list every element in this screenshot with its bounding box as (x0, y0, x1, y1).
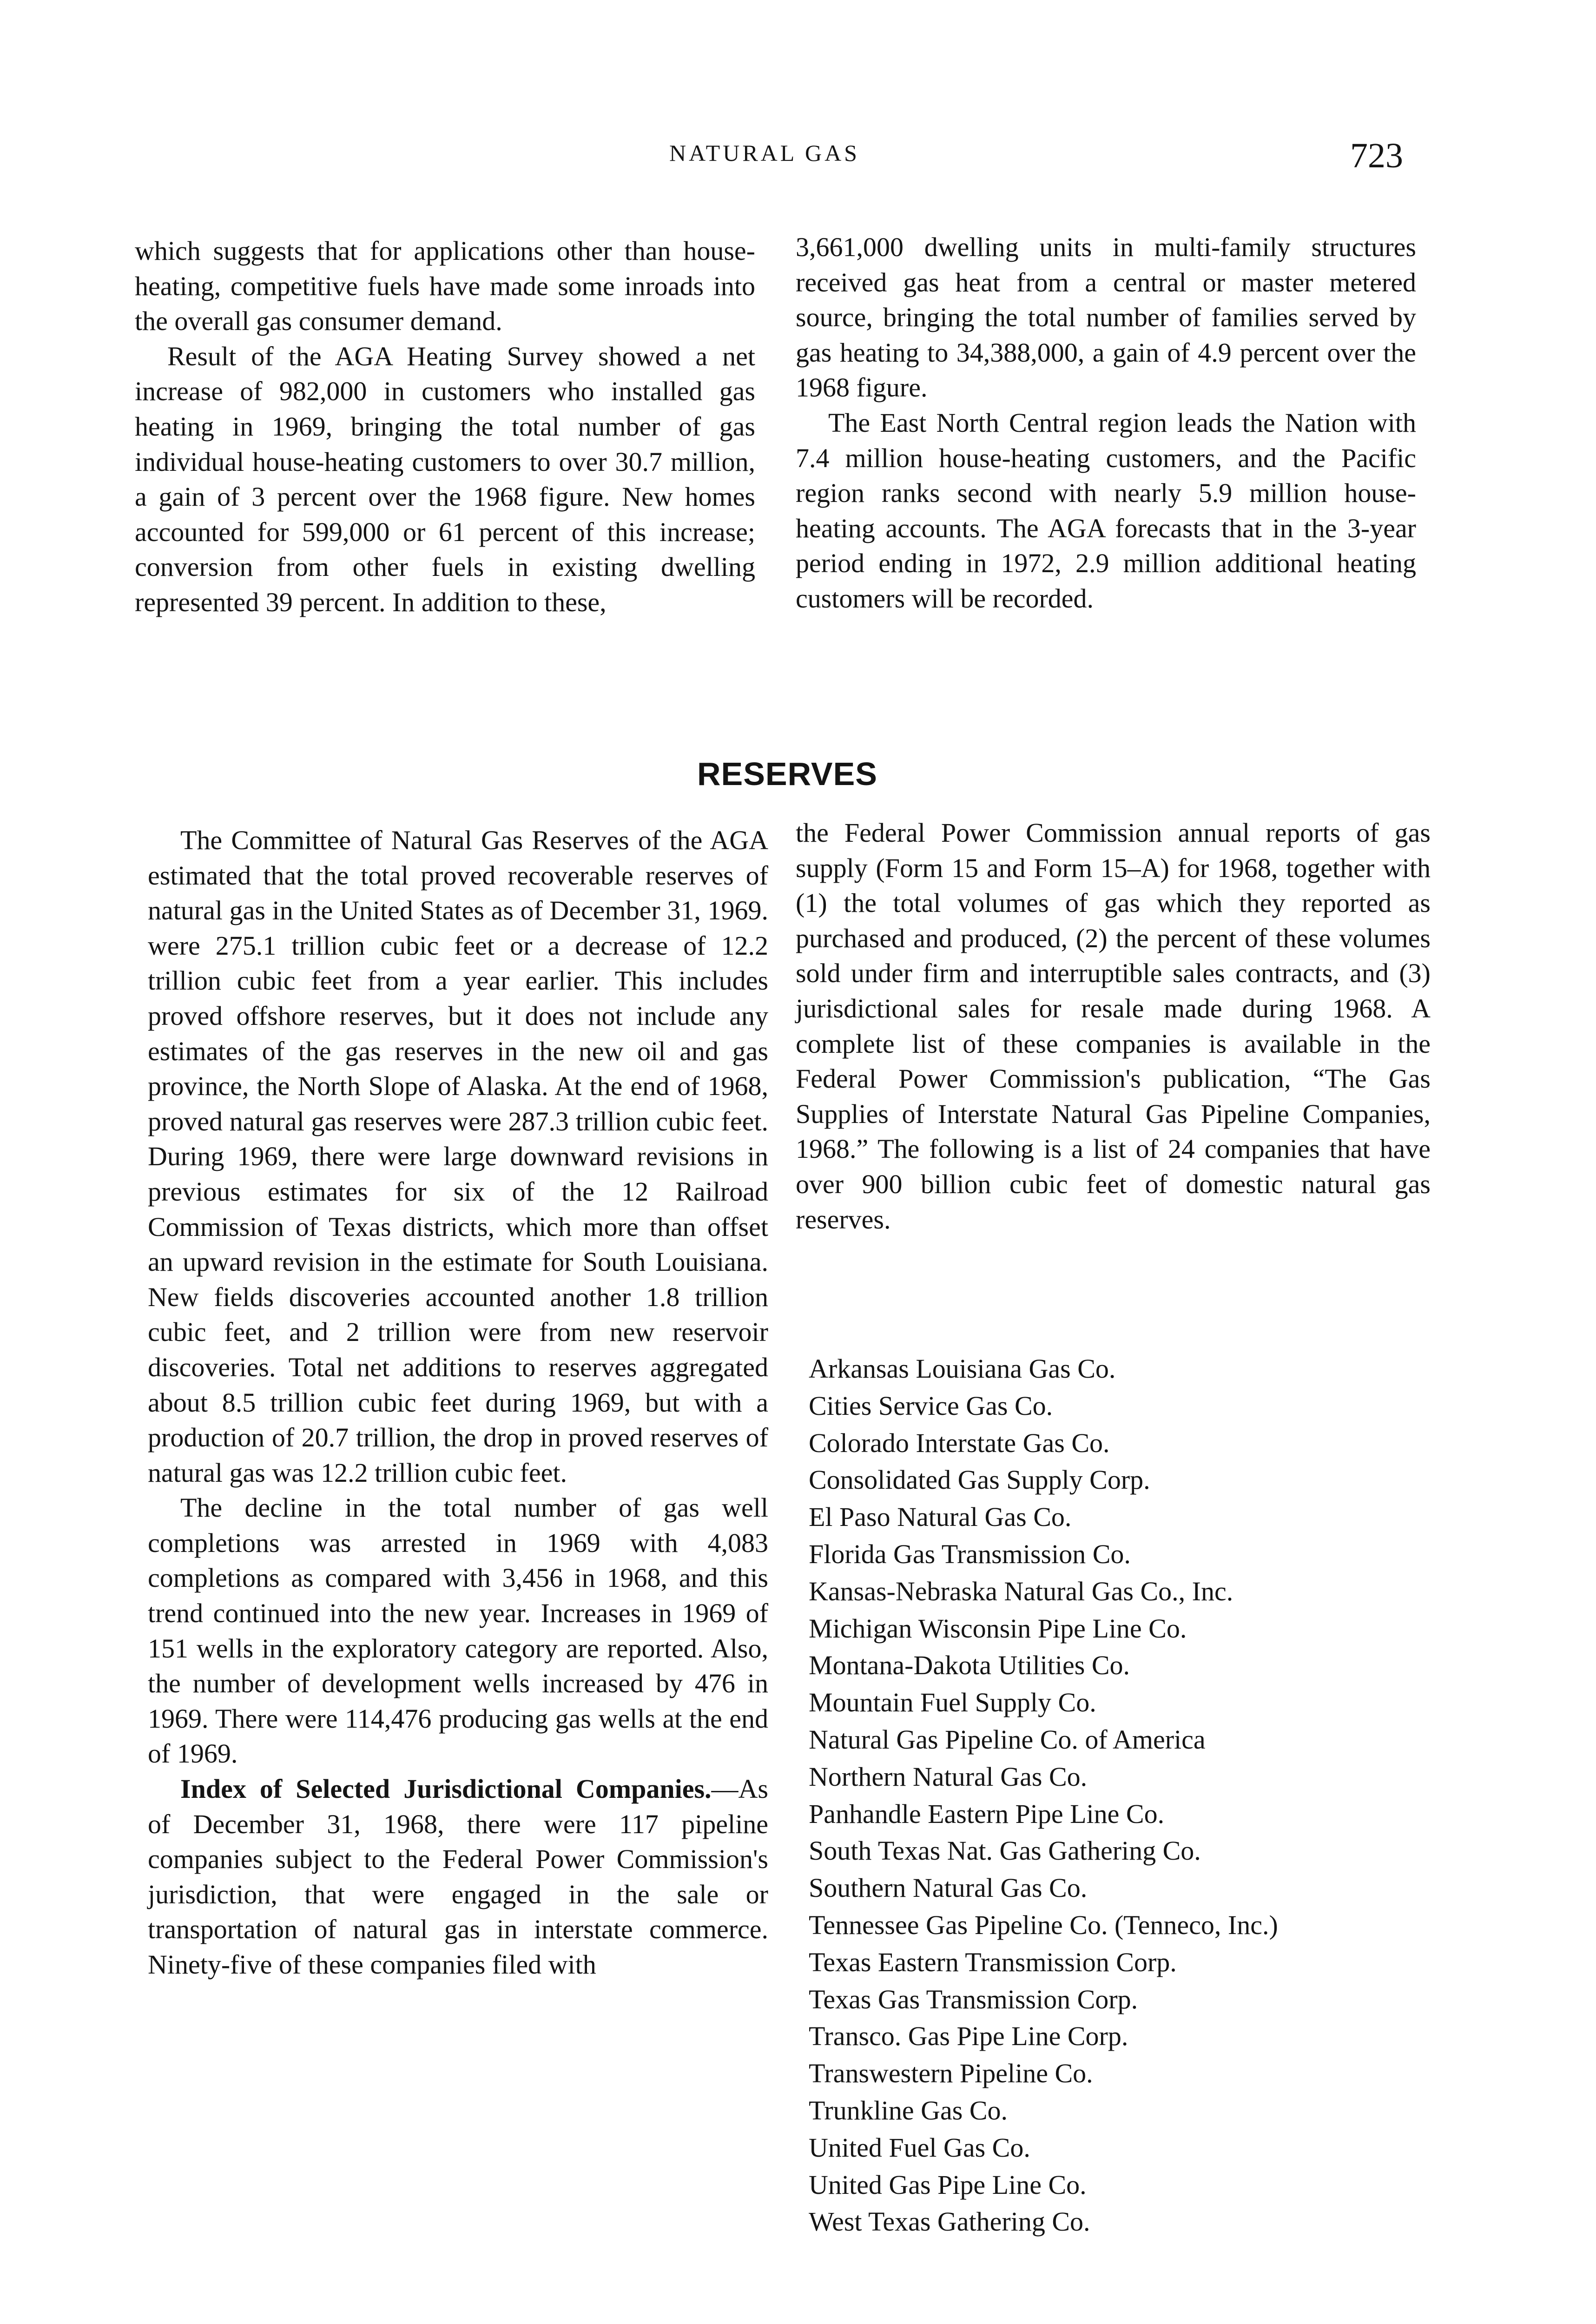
section-heading: RESERVES (697, 756, 877, 792)
list-item: Mountain Fuel Supply Co. (809, 1687, 1096, 1718)
list-item: United Gas Pipe Line Co. (809, 2169, 1087, 2200)
right-column-bottom (796, 815, 1431, 1237)
company-list (809, 1350, 1278, 2240)
paragraph: Result of the AGA Heating Survey showed a net increase of 982,000 in customers who installed gas heating in 1969, bringing the total number of gas individual house-heating customers to over 30.7 million, a gain of 3 percent over the 1968 figure. New homes accounted for 599,000 or 61 percent of this increase; conversion from other fuels in existing dwelling represented 39 percent. In addition to these, (135, 341, 755, 617)
list-item: Colorado Interstate Gas Co. (809, 1427, 1110, 1458)
list-item: Montana-Dakota Utilities Co. (809, 1650, 1130, 1681)
list-item: Texas Gas Transmission Corp. (809, 1984, 1138, 2014)
run-in-heading: Index of Selected Jurisdictional Companies. (180, 1774, 712, 1804)
right-column-top (796, 230, 1416, 616)
paragraph: The decline in the total number of gas well completions was arrested in 1969 with 4,083 completions as compared with 3,456 in 1968, and this trend continued into the new year. Increases in 1969 of 151 wells in the exploratory category are reported. Also, the number of development wells increased by 476 in 1969. There were 114,476 producing gas wells at the end of 1969. (148, 1492, 768, 1769)
left-column-bottom (148, 823, 768, 1982)
list-item: West Texas Gathering Co. (809, 2206, 1090, 2237)
page-header (0, 136, 1596, 182)
list-item: Northern Natural Gas Co. (809, 1761, 1088, 1792)
list-item: South Texas Nat. Gas Gathering Co. (809, 1835, 1201, 1866)
list-item: Transwestern Pipeline Co. (809, 2058, 1093, 2089)
paragraph: which suggests that for applications other than house-heating, competitive fuels have made some inroads into the overall gas consumer demand. (135, 236, 755, 337)
paragraph: 3,661,000 dwelling units in multi-family structures received gas heat from a central or master metered source, bringing the total number of families served by gas heating to 34,388,000, a gain of 4.9 percent over the 1968 figure. (796, 232, 1416, 403)
list-item: Texas Eastern Transmission Corp. (809, 1947, 1177, 1977)
list-item: Cities Service Gas Co. (809, 1390, 1053, 1421)
list-item: Tennessee Gas Pipeline Co. (Tenneco, Inc.) (809, 1909, 1278, 1940)
list-item: El Paso Natural Gas Co. (809, 1502, 1072, 1532)
list-item: Panhandle Eastern Pipe Line Co. (809, 1798, 1165, 1829)
paragraph: The Committee of Natural Gas Reserves of the AGA estimated that the total proved recoverable reserves of natural gas in the United States as of December 31, 1969. were 275.1 trillion cubic feet or a decrease of 12.2 trillion cubic feet from a year earlier. This includes proved offshore reserves, but it does not include any estimates of the gas reserves in the new oil and gas province, the North Slope of Alaska. At the end of 1968, proved natural gas reserves were 287.3 trillion cubic feet. During 1969, there were large downward revisions in previous estimates for six of the 12 Railroad Commission of Texas districts, which more than offset an upward revision in the estimate for South Louisiana. New fields discoveries accounted another 1.8 trillion cubic feet, and 2 trillion were from new reservoir discoveries. Total net additions to reserves aggregated about 8.5 trillion cubic feet during 1969, but with a production of 20.7 trillion, the drop in proved reserves of natural gas was 12.2 trillion cubic feet. (148, 825, 768, 1488)
paragraph: The East North Central region leads the Nation with 7.4 million house-heating customers, and the Pacific region ranks second with nearly 5.9 million house-heating accounts. The AGA forecasts that in the 3-year period ending in 1972, 2.9 million additional heating customers will be recorded. (796, 407, 1416, 614)
list-item: Southern Natural Gas Co. (809, 1873, 1088, 1903)
list-item: Consolidated Gas Supply Corp. (809, 1465, 1150, 1495)
running-head: NATURAL GAS (669, 140, 860, 166)
list-item: Natural Gas Pipeline Co. of America (809, 1724, 1206, 1755)
left-column-top (135, 233, 755, 620)
paragraph-body: —As of December 31, 1968, there were 117 pipeline companies subject to the Federal Power Commission's jurisdiction, that were engaged in the sale or transportation of natural gas in interstate commerce. Ninety-five of these companies filed with (148, 1774, 768, 1980)
list-item: Transco. Gas Pipe Line Corp. (809, 2021, 1128, 2052)
list-item: Kansas-Nebraska Natural Gas Co., Inc. (809, 1576, 1233, 1606)
page-number: 723 (1350, 136, 1403, 175)
list-item: Michigan Wisconsin Pipe Line Co. (809, 1613, 1187, 1644)
list-item: Arkansas Louisiana Gas Co. (809, 1353, 1116, 1384)
list-item: United Fuel Gas Co. (809, 2132, 1030, 2163)
paragraph: the Federal Power Commission annual reports of gas supply (Form 15 and Form 15–A) for 1968, together with (1) the total volumes of gas which they reported as purchased and produced, (2) the percent of these volumes sold under firm and interruptible sales contracts, and (3) jurisdictional sales for resale made during 1968. A complete list of these companies is available in the Federal Power Commission's publication, “The Gas Supplies of Interstate Natural Gas Pipeline Companies, 1968.” The following is a list of 24 companies that have over 900 billion cubic feet of domestic natural gas reserves. (796, 818, 1431, 1235)
list-item: Trunkline Gas Co. (809, 2095, 1008, 2126)
paragraph (148, 1771, 768, 1982)
list-item: Florida Gas Transmission Co. (809, 1538, 1131, 1569)
